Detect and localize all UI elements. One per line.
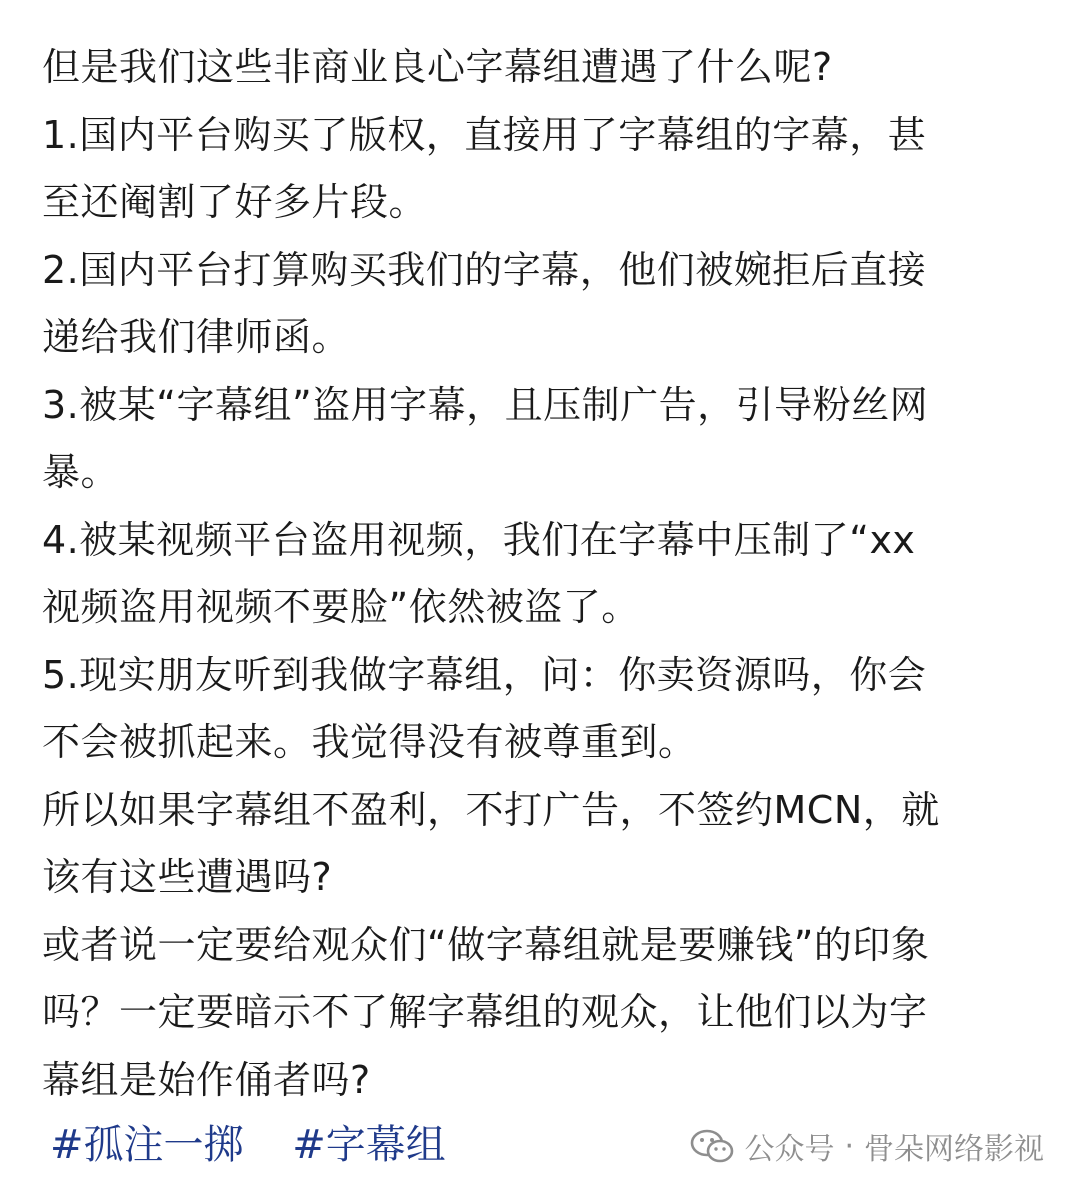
post-paragraph-3: 3.被某“字幕组”盗用字幕，且压制广告，引导粉丝网 暴。 (42, 382, 929, 494)
post-paragraph-2: 2.国内平台打算购买我们的字幕，他们被婉拒后直接 递给我们律师函。 (42, 247, 927, 359)
watermark-separator: · (844, 1128, 854, 1164)
watermark-account-name: 骨朵网络影视 (864, 1132, 1044, 1167)
post-paragraph-1: 1.国内平台购买了版权，直接用了字幕组的字幕，甚 至还阉割了好多片段。 (42, 112, 927, 224)
hashtag-list (50, 1115, 482, 1175)
hashtag-link[interactable]: #孤注一掷 (50, 1122, 244, 1168)
watermark-label: 公众号 (744, 1132, 835, 1167)
post-body (42, 34, 1052, 1114)
post-paragraph-intro: 但是我们这些非商业良心字幕组遭遇了什么呢? (42, 45, 833, 89)
post-paragraph-question-1: 所以如果字幕组不盈利，不打广告，不签约MCN，就 该有这些遭遇吗? (42, 787, 940, 899)
post-paragraph-question-2: 或者说一定要给观众们“做字幕组就是要赚钱”的印象 吗？一定要暗示不了解字幕组的观众，让他们以为字 幕组是始作俑者吗? (42, 922, 930, 1102)
post-paragraph-5: 5.现实朋友听到我做字幕组，问：你卖资源吗，你会 不会被抓起来。我觉得没有被尊重到。 (42, 652, 927, 764)
hashtag-link[interactable]: #字幕组 (292, 1122, 446, 1168)
post-paragraph-4: 4.被某视频平台盗用视频，我们在字幕中压制了“xx 视频盗用视频不要脸”依然被盗了。 (42, 517, 916, 629)
account-watermark (690, 1124, 1044, 1168)
wechat-icon (690, 1128, 734, 1164)
